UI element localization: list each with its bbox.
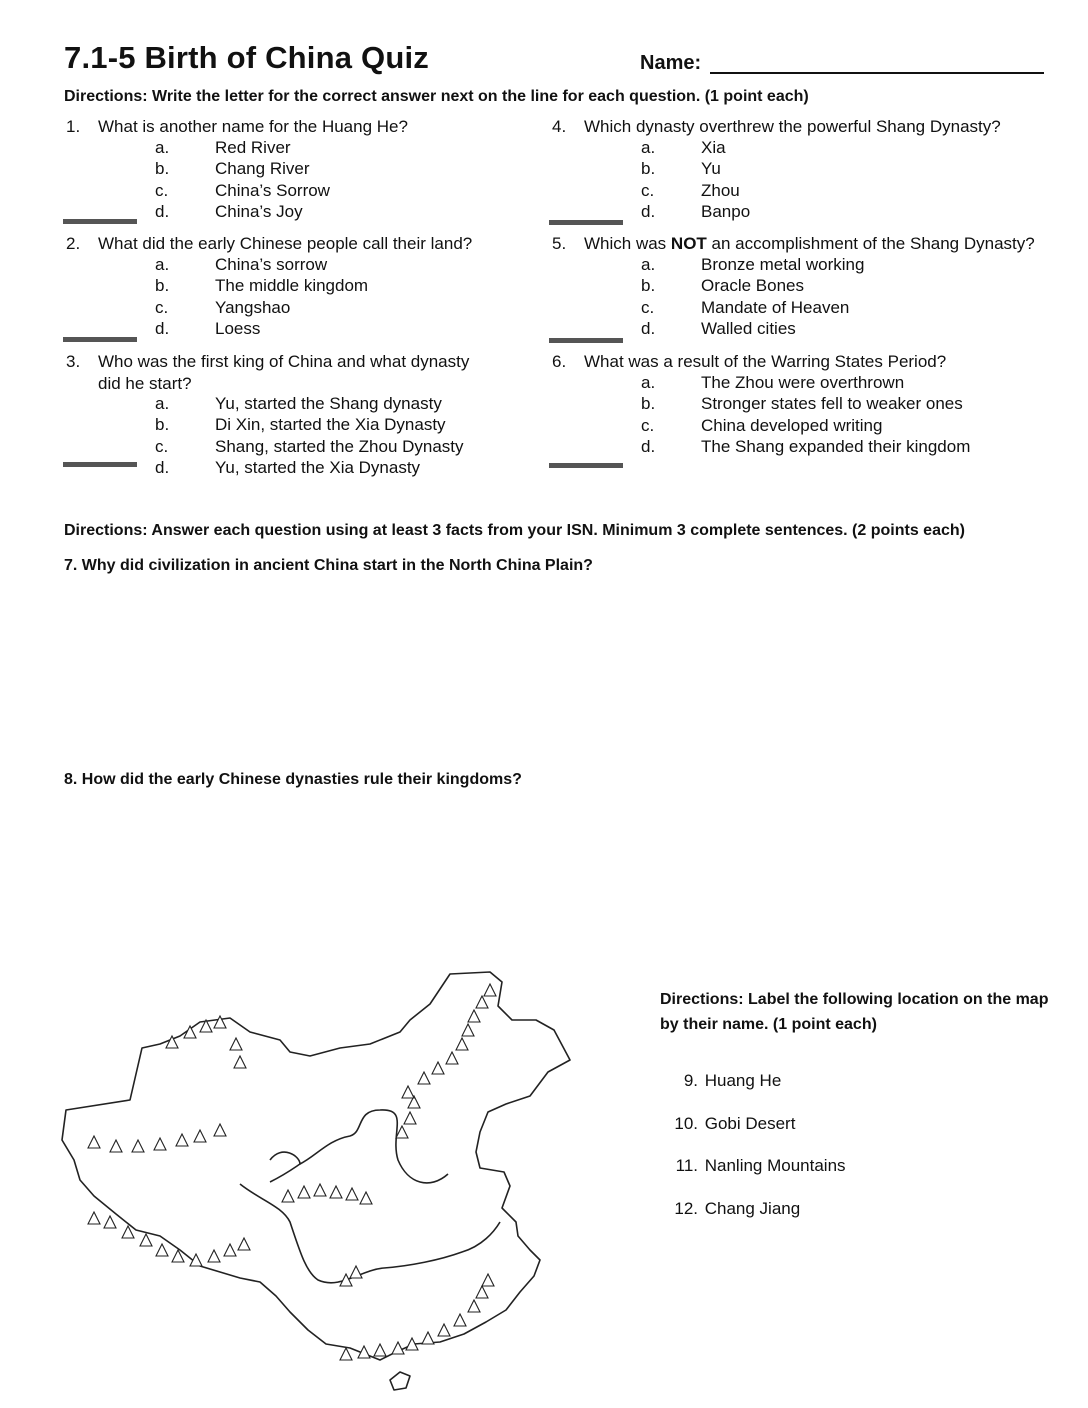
mountain-range-group <box>88 984 496 1360</box>
mountain-triangle-icon <box>330 1186 342 1198</box>
hainan-island <box>390 1372 410 1390</box>
mountain-triangle-icon <box>176 1134 188 1146</box>
mountain-triangle-icon <box>234 1056 246 1068</box>
option: a. China’s sorrow <box>155 255 328 274</box>
answer-blank-4[interactable] <box>549 220 623 225</box>
answer-blank-3[interactable] <box>63 462 137 467</box>
mountain-triangle-icon <box>132 1140 144 1152</box>
mountain-triangle-icon <box>224 1244 236 1256</box>
mountain-triangle-icon <box>484 984 496 996</box>
option: a. Yu, started the Shang dynasty <box>155 394 442 413</box>
mountain-triangle-icon <box>374 1344 386 1356</box>
option: b. Di Xin, started the Xia Dynasty <box>155 415 446 435</box>
mountain-triangle-icon <box>208 1250 220 1262</box>
question-3-options <box>155 393 464 479</box>
question-2-options <box>155 254 368 340</box>
mountain-triangle-icon <box>314 1184 326 1196</box>
map-label-item: 10. Gobi Desert <box>674 1114 796 1133</box>
mountain-triangle-icon <box>214 1016 226 1028</box>
mountain-triangle-icon <box>418 1072 430 1084</box>
sa-directions: Directions: Answer each question using at least 3 facts from your ISN. Minimum 3 complete sentences. (2 points each) <box>64 522 965 539</box>
question-4-options <box>641 137 750 223</box>
mountain-triangle-icon <box>392 1342 404 1354</box>
mountain-triangle-icon <box>156 1244 168 1256</box>
name-label: Name: <box>640 52 702 74</box>
mountain-triangle-icon <box>404 1112 416 1124</box>
china-border <box>62 972 570 1360</box>
option: c. Zhou <box>641 180 740 200</box>
mountain-triangle-icon <box>468 1300 480 1312</box>
option: b. Stronger states fell to weaker ones <box>641 394 963 414</box>
map-label-item: 9. Huang He <box>683 1071 782 1090</box>
answer-area-7[interactable] <box>64 582 1044 762</box>
mc-directions: Directions: Write the letter for the correct answer next on the line for each question. (1 point each) <box>64 88 809 105</box>
mountain-triangle-icon <box>438 1324 450 1336</box>
mountain-triangle-icon <box>360 1192 372 1204</box>
question-4: 4. Which dynasty overthrew the powerful Shang Dynasty? <box>552 117 1001 136</box>
answer-blank-5[interactable] <box>549 338 623 343</box>
option: a. The Zhou were overthrown <box>641 373 905 392</box>
question-8: 8. How did the early Chinese dynasties rule their kingdoms? <box>64 771 522 788</box>
mountain-triangle-icon <box>476 996 488 1008</box>
mountain-triangle-icon <box>462 1024 474 1036</box>
mountain-triangle-icon <box>194 1130 206 1142</box>
mountain-triangle-icon <box>350 1266 362 1278</box>
mountain-triangle-icon <box>104 1216 116 1228</box>
mountain-triangle-icon <box>340 1348 352 1360</box>
china-outline-map[interactable] <box>50 960 610 1400</box>
mountain-triangle-icon <box>238 1238 250 1250</box>
option: d. Walled cities <box>641 319 796 339</box>
question-5: 5. Which was NOT an accomplishment of the Shang Dynasty? <box>552 234 1035 253</box>
mountain-triangle-icon <box>402 1086 414 1098</box>
mountain-triangle-icon <box>340 1274 352 1286</box>
mountain-triangle-icon <box>140 1234 152 1246</box>
option: b. Oracle Bones <box>641 276 804 296</box>
mountain-triangle-icon <box>154 1138 166 1150</box>
option: c. Mandate of Heaven <box>641 297 850 317</box>
option: b. The middle kingdom <box>155 276 369 296</box>
mountain-triangle-icon <box>482 1274 494 1286</box>
option: d. China’s Joy <box>155 202 303 222</box>
question-7: 7. Why did civilization in ancient China start in the North China Plain? <box>64 557 593 574</box>
huang-he-river <box>270 1110 448 1183</box>
name-answer-line[interactable] <box>710 72 1044 74</box>
answer-blank-6[interactable] <box>549 463 623 468</box>
map-label-item: 11. Nanling Mountains <box>675 1156 846 1175</box>
mountain-triangle-icon <box>446 1052 458 1064</box>
question-3: 3. Who was the first king of China and what dynasty did he start? <box>66 352 470 393</box>
huang-he-fork <box>270 1164 300 1182</box>
mountain-triangle-icon <box>422 1332 434 1344</box>
option: d. Yu, started the Xia Dynasty <box>155 458 421 478</box>
map-directions: Directions: Label the following location on the map by their name. (1 point each) <box>660 991 1049 1033</box>
question-2: 2. What did the early Chinese people call their land? <box>66 234 473 253</box>
option: c. China’s Sorrow <box>155 180 330 200</box>
quiz-title: 7.1-5 Birth of China Quiz <box>64 40 429 75</box>
mountain-triangle-icon <box>282 1190 294 1202</box>
question-6: 6. What was a result of the Warring States Period? <box>552 352 947 371</box>
option: b. Yu <box>641 159 721 179</box>
question-1-options <box>155 137 330 223</box>
mountain-triangle-icon <box>298 1186 310 1198</box>
mountain-triangle-icon <box>88 1136 100 1148</box>
option: d. The Shang expanded their kingdom <box>641 437 971 457</box>
mountain-triangle-icon <box>468 1010 480 1022</box>
answer-blank-1[interactable] <box>63 219 137 224</box>
option: c. Yangshao <box>155 297 291 317</box>
answer-area-8[interactable] <box>64 796 1044 956</box>
option: a. Xia <box>641 138 726 157</box>
question-1: 1. What is another name for the Huang He? <box>66 117 408 136</box>
map-label-item: 12. Chang Jiang <box>674 1199 801 1218</box>
mountain-triangle-icon <box>346 1188 358 1200</box>
option: c. China developed writing <box>641 415 883 435</box>
answer-blank-2[interactable] <box>63 337 137 342</box>
mountain-triangle-icon <box>476 1286 488 1298</box>
question-6-options <box>641 372 970 458</box>
mountain-triangle-icon <box>230 1038 242 1050</box>
mountain-triangle-icon <box>432 1062 444 1074</box>
option: d. Loess <box>155 319 261 339</box>
option: d. Banpo <box>641 202 751 222</box>
mountain-triangle-icon <box>454 1314 466 1326</box>
option: a. Bronze metal working <box>641 255 865 274</box>
mountain-triangle-icon <box>456 1038 468 1050</box>
option: c. Shang, started the Zhou Dynasty <box>155 436 464 456</box>
option: a. Red River <box>155 138 291 157</box>
mountain-triangle-icon <box>214 1124 226 1136</box>
mountain-triangle-icon <box>88 1212 100 1224</box>
mountain-triangle-icon <box>110 1140 122 1152</box>
option: b. Chang River <box>155 159 310 179</box>
question-5-options <box>641 254 864 340</box>
